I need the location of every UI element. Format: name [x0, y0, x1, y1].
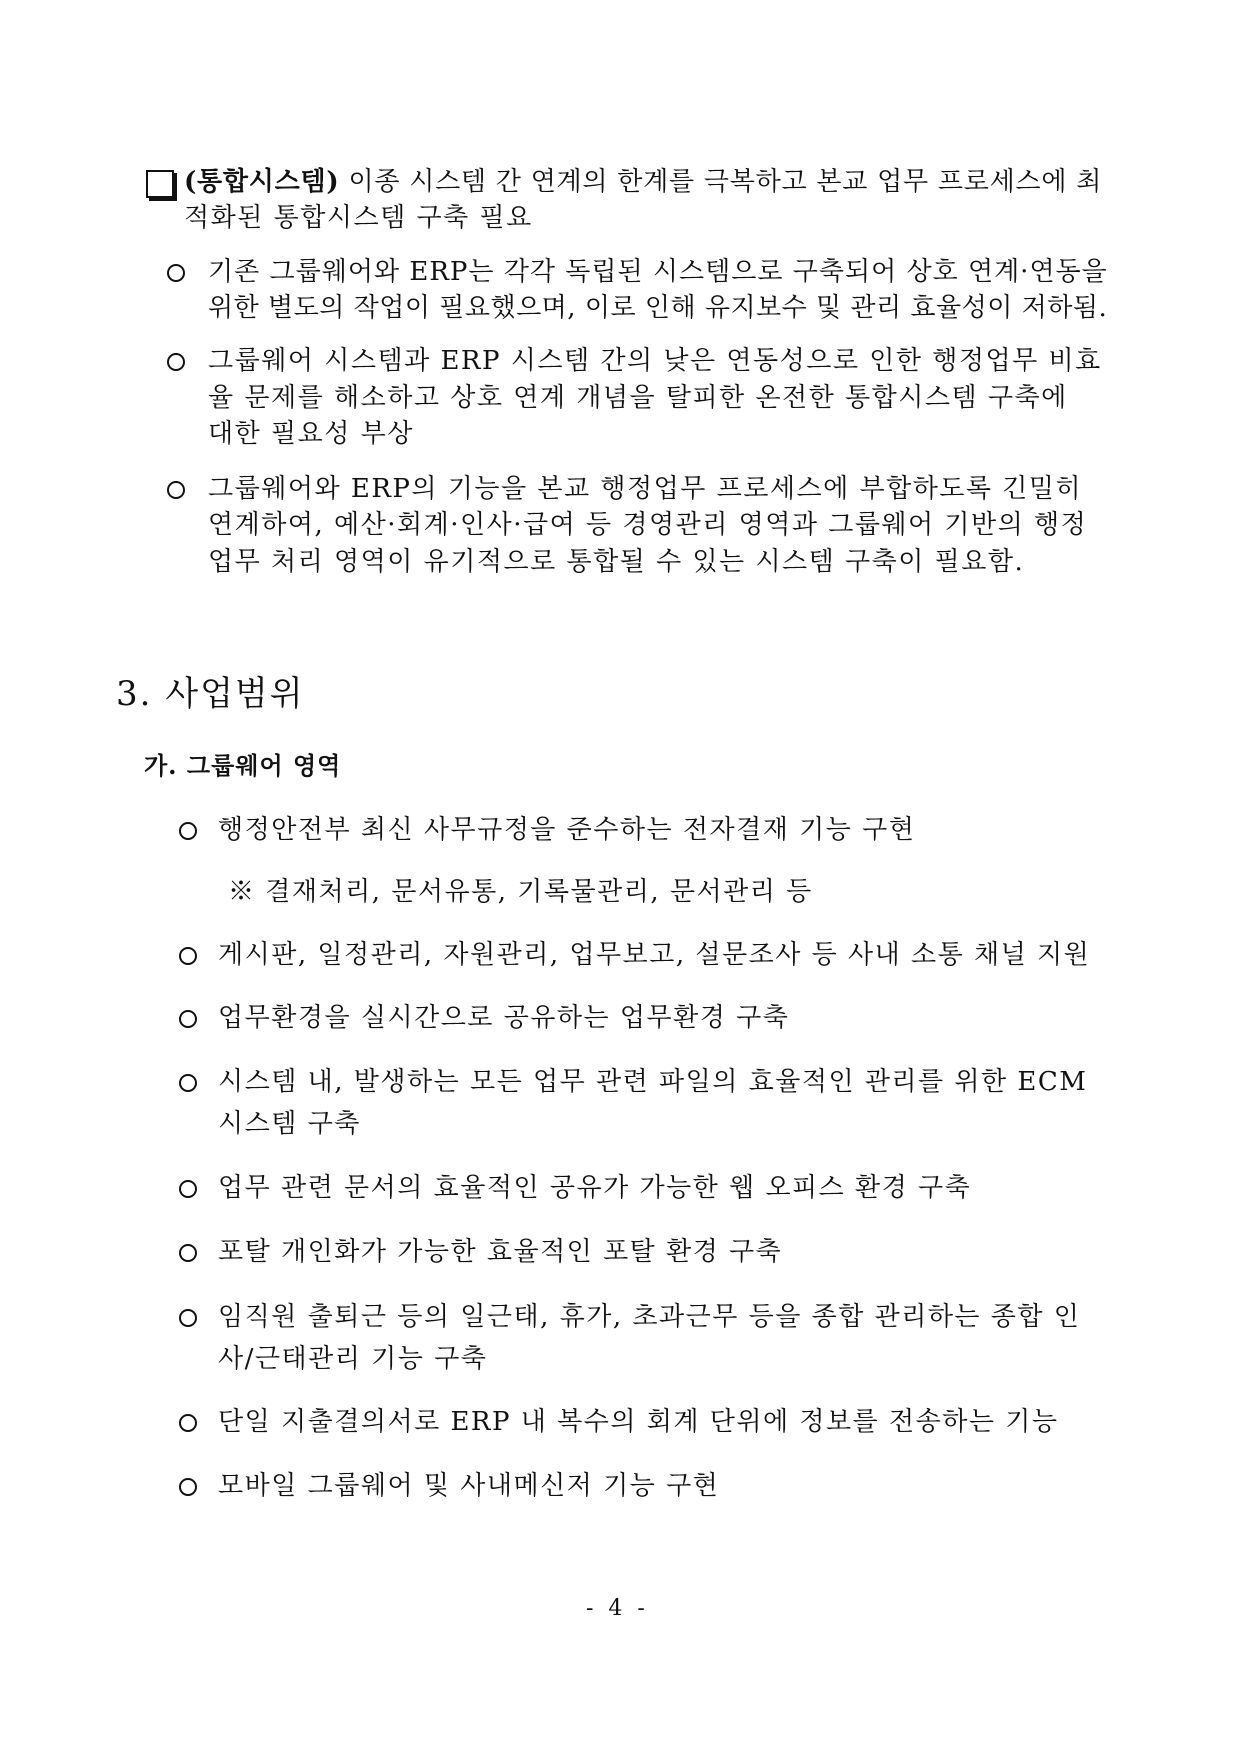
intro-title: (통합시스템): [184, 167, 340, 197]
bullet-circle-icon: [167, 353, 185, 371]
point-line: 업무 처리 영역이 유기적으로 통합될 수 있는 시스템 구축이 필요함.: [208, 547, 1025, 577]
bullet-circle-icon: [179, 1414, 197, 1432]
point-line: 대한 필요성 부상: [208, 419, 414, 449]
bullet-circle-icon: [179, 822, 197, 840]
point-line: 연계하여, 예산·회계·인사·급여 등 경영관리 영역과 그룹웨어 기반의 행정: [208, 510, 1088, 540]
scope-item-line: 모바일 그룹웨어 및 사내메신저 기능 구현: [218, 1471, 720, 1501]
bullet-circle-icon: [179, 1309, 197, 1327]
scope-item-line: 포탈 개인화가 가능한 효율적인 포탈 환경 구축: [218, 1237, 783, 1267]
scope-item-line: 시스템 구축: [218, 1109, 361, 1139]
bullet-circle-icon: [179, 947, 197, 965]
bullet-circle-icon: [179, 1010, 197, 1028]
point-line: 그룹웨어 시스템과 ERP 시스템 간의 낮은 연동성으로 인한 행정업무 비효: [208, 346, 1102, 376]
scope-item-line: 임직원 출퇴근 등의 일근태, 휴가, 초과근무 등을 종합 관리하는 종합 인: [218, 1302, 1081, 1332]
bullet-circle-icon: [179, 1180, 197, 1198]
checkbox-square-icon: [146, 170, 174, 198]
bullet-circle-icon: [179, 1244, 197, 1262]
scope-note: ※ 결재처리, 문서유통, 기록물관리, 문서관리 등: [228, 877, 813, 907]
scope-item-line: 시스템 내, 발생하는 모든 업무 관련 파일의 효율적인 관리를 위한 ECM: [218, 1067, 1088, 1097]
scope-item-line: 사/근태관리 기능 구축: [218, 1344, 488, 1374]
scope-item-line: 단일 지출결의서로 ERP 내 복수의 회계 단위에 정보를 전송하는 기능: [218, 1407, 1059, 1437]
page-number: - 4 -: [586, 1596, 649, 1621]
section-heading: 3. 사업범위: [116, 674, 305, 714]
point-line: 그룹웨어와 ERP의 기능을 본교 행정업무 프로세스에 부합하도록 긴밀히: [208, 474, 1083, 504]
bullet-circle-icon: [179, 1074, 197, 1092]
intro-line-2: 적화된 통합시스템 구축 필요: [184, 203, 533, 233]
scope-item-line: 게시판, 일정관리, 자원관리, 업무보고, 설문조사 등 사내 소통 채널 지원: [218, 940, 1091, 970]
point-line: 율 문제를 해소하고 상호 연계 개념을 탈피한 온전한 통합시스템 구축에: [208, 383, 1068, 413]
subsection-heading: 가. 그룹웨어 영역: [144, 751, 342, 780]
bullet-circle-icon: [179, 1478, 197, 1496]
scope-item-line: 업무환경을 실시간으로 공유하는 업무환경 구축: [218, 1003, 790, 1033]
scope-item-line: 행정안전부 최신 사무규정을 준수하는 전자결재 기능 구현: [218, 815, 916, 845]
bullet-circle-icon: [167, 264, 185, 282]
point-line: 위한 별도의 작업이 필요했으며, 이로 인해 유지보수 및 관리 효율성이 저하됨.: [208, 293, 1108, 323]
bullet-circle-icon: [167, 481, 185, 499]
intro-text: 이종 시스템 간 연계의 한계를 극복하고 본교 업무 프로세스에 최: [339, 167, 1103, 197]
intro-line-1: [184, 162, 1102, 202]
scope-item-line: 업무 관련 문서의 효율적인 공유가 가능한 웹 오피스 환경 구축: [218, 1173, 972, 1203]
point-line: 기존 그룹웨어와 ERP는 각각 독립된 시스템으로 구축되어 상호 연계·연동을: [208, 257, 1108, 287]
